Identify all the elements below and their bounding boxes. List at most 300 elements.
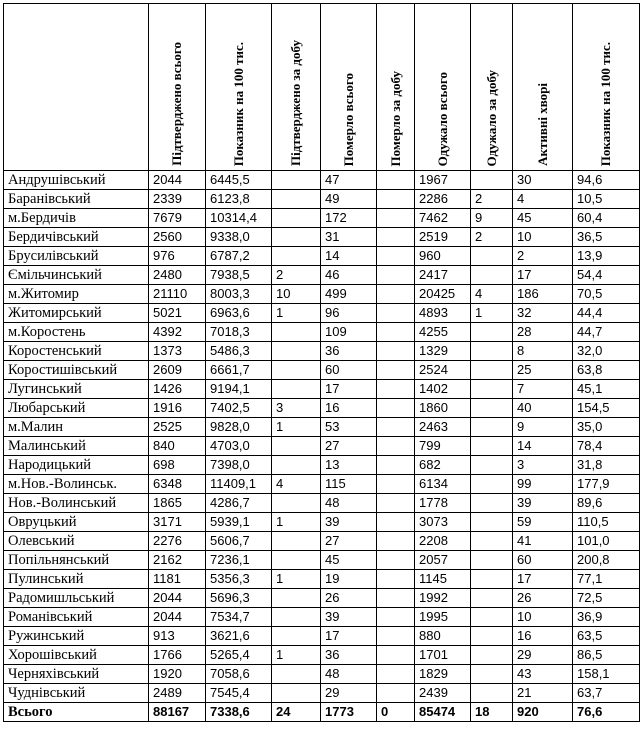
table-cell: 109 [321, 323, 377, 342]
table-cell [471, 570, 513, 589]
district-name: Андрушівський [4, 171, 149, 190]
table-cell: 2439 [415, 684, 471, 703]
table-row [4, 209, 640, 228]
column-header [377, 4, 415, 171]
table-cell: 88167 [149, 703, 206, 722]
table-cell [377, 190, 415, 209]
column-header [149, 4, 206, 171]
table-cell [471, 437, 513, 456]
table-cell: 85474 [415, 703, 471, 722]
table-cell: 30 [513, 171, 573, 190]
table-cell: 5356,3 [206, 570, 272, 589]
table-row [4, 532, 640, 551]
table-cell: 7402,5 [206, 399, 272, 418]
table-cell: 1701 [415, 646, 471, 665]
table-cell: 2525 [149, 418, 206, 437]
table-cell [377, 589, 415, 608]
table-cell: 76,6 [573, 703, 640, 722]
table-cell: 45 [513, 209, 573, 228]
table-cell [272, 380, 321, 399]
table-cell: 7058,6 [206, 665, 272, 684]
table-cell: 6123,8 [206, 190, 272, 209]
table-cell: 10 [513, 228, 573, 247]
table-cell [377, 551, 415, 570]
table-cell: 26 [321, 589, 377, 608]
table-cell: 5939,1 [206, 513, 272, 532]
table-cell [377, 532, 415, 551]
header-row [4, 4, 640, 171]
table-cell [377, 684, 415, 703]
table-cell: 43 [513, 665, 573, 684]
table-cell [377, 437, 415, 456]
table-cell: 45 [321, 551, 377, 570]
table-row [4, 323, 640, 342]
table-cell: 6348 [149, 475, 206, 494]
table-cell: 101,0 [573, 532, 640, 551]
district-name: Чуднівський [4, 684, 149, 703]
table-cell: 4893 [415, 304, 471, 323]
table-row [4, 171, 640, 190]
table-cell [471, 551, 513, 570]
table-cell: 8 [513, 342, 573, 361]
table-cell: 1 [272, 646, 321, 665]
table-row [4, 380, 640, 399]
district-name: м.Коростень [4, 323, 149, 342]
table-cell: 2276 [149, 532, 206, 551]
table-cell: 10 [513, 608, 573, 627]
table-cell [471, 342, 513, 361]
district-name: Лугинський [4, 380, 149, 399]
district-name: Романівський [4, 608, 149, 627]
column-header-label: Одужало за добу [483, 69, 499, 166]
table-cell: 7236,1 [206, 551, 272, 570]
table-cell: 880 [415, 627, 471, 646]
table-cell: 1773 [321, 703, 377, 722]
table-cell [377, 171, 415, 190]
table-cell [471, 456, 513, 475]
table-cell: 7545,4 [206, 684, 272, 703]
table-cell: 99 [513, 475, 573, 494]
table-cell [377, 323, 415, 342]
table-cell: 47 [321, 171, 377, 190]
table-cell: 2286 [415, 190, 471, 209]
table-cell: 6134 [415, 475, 471, 494]
table-cell: 2339 [149, 190, 206, 209]
table-cell: 32,0 [573, 342, 640, 361]
table-cell: 2044 [149, 589, 206, 608]
table-cell: 7398,0 [206, 456, 272, 475]
table-cell: 5606,7 [206, 532, 272, 551]
table-cell [471, 323, 513, 342]
table-cell: 1 [272, 513, 321, 532]
table-cell: 40 [513, 399, 573, 418]
table-cell: 4286,7 [206, 494, 272, 513]
table-cell: 1 [471, 304, 513, 323]
table-row [4, 399, 640, 418]
table-cell [471, 380, 513, 399]
column-header [321, 4, 377, 171]
table-cell: 698 [149, 456, 206, 475]
district-name: Всього [4, 703, 149, 722]
table-cell [471, 608, 513, 627]
district-name: м.Бердичів [4, 209, 149, 228]
table-cell: 1 [272, 418, 321, 437]
table-cell: 5265,4 [206, 646, 272, 665]
table-cell: 96 [321, 304, 377, 323]
table-cell: 7679 [149, 209, 206, 228]
table-cell [272, 209, 321, 228]
table-cell: 9 [513, 418, 573, 437]
table-cell: 45,1 [573, 380, 640, 399]
table-cell: 35,0 [573, 418, 640, 437]
district-name: м.Нов.-Волинськ. [4, 475, 149, 494]
table-cell: 913 [149, 627, 206, 646]
table-cell: 86,5 [573, 646, 640, 665]
column-header-label: Показник на 100 тис. [230, 41, 246, 166]
column-header [573, 4, 640, 171]
table-cell: 78,4 [573, 437, 640, 456]
table-row [4, 418, 640, 437]
table-cell [272, 342, 321, 361]
table-cell: 2208 [415, 532, 471, 551]
table-cell: 36 [321, 646, 377, 665]
table-cell: 59 [513, 513, 573, 532]
table-row [4, 494, 640, 513]
table-cell: 2480 [149, 266, 206, 285]
table-cell: 110,5 [573, 513, 640, 532]
table-cell [272, 608, 321, 627]
table-cell [471, 627, 513, 646]
table-cell: 46 [321, 266, 377, 285]
table-cell: 14 [513, 437, 573, 456]
table-cell: 4255 [415, 323, 471, 342]
table-cell: 5696,3 [206, 589, 272, 608]
table-cell: 1766 [149, 646, 206, 665]
table-cell: 7338,6 [206, 703, 272, 722]
table-cell: 1829 [415, 665, 471, 684]
district-name: м.Малин [4, 418, 149, 437]
table-cell [377, 475, 415, 494]
table-cell: 1426 [149, 380, 206, 399]
table-row [4, 513, 640, 532]
table-cell: 1 [272, 304, 321, 323]
district-name: Овруцький [4, 513, 149, 532]
table-cell: 48 [321, 665, 377, 684]
table-cell: 9 [471, 209, 513, 228]
table-cell [272, 627, 321, 646]
table-row [4, 665, 640, 684]
table-cell: 1916 [149, 399, 206, 418]
table-row [4, 456, 640, 475]
column-header-label: Одужало всього [434, 71, 450, 166]
table-cell [471, 266, 513, 285]
table-cell [272, 190, 321, 209]
table-cell: 48 [321, 494, 377, 513]
district-name: Хорошівський [4, 646, 149, 665]
table-cell [377, 209, 415, 228]
table-cell: 36,9 [573, 608, 640, 627]
column-header-label: Померло всього [340, 72, 356, 166]
table-cell: 7 [513, 380, 573, 399]
table-cell [272, 361, 321, 380]
table-cell [377, 285, 415, 304]
table-cell: 60 [513, 551, 573, 570]
column-header-label: Активні хворі [534, 83, 550, 166]
table-cell: 682 [415, 456, 471, 475]
table-cell: 4703,0 [206, 437, 272, 456]
table-cell: 976 [149, 247, 206, 266]
table-row [4, 608, 640, 627]
table-cell: 1778 [415, 494, 471, 513]
column-header [513, 4, 573, 171]
table-cell: 200,8 [573, 551, 640, 570]
table-cell: 4 [471, 285, 513, 304]
table-cell: 29 [513, 646, 573, 665]
table-cell: 41 [513, 532, 573, 551]
table-cell: 2519 [415, 228, 471, 247]
table-cell: 1992 [415, 589, 471, 608]
table-cell: 44,7 [573, 323, 640, 342]
district-name: Ружинський [4, 627, 149, 646]
table-cell [377, 361, 415, 380]
total-row [4, 703, 640, 722]
table-cell: 2 [471, 190, 513, 209]
table-cell: 5021 [149, 304, 206, 323]
table-cell [377, 342, 415, 361]
table-cell: 20425 [415, 285, 471, 304]
district-name: Народицький [4, 456, 149, 475]
table-cell [377, 513, 415, 532]
table-cell: 19 [321, 570, 377, 589]
table-cell: 4 [272, 475, 321, 494]
table-cell: 28 [513, 323, 573, 342]
table-cell: 2524 [415, 361, 471, 380]
table-row [4, 646, 640, 665]
table-row [4, 304, 640, 323]
table-row [4, 627, 640, 646]
table-cell: 1329 [415, 342, 471, 361]
table-cell: 63,5 [573, 627, 640, 646]
district-name: Брусилівський [4, 247, 149, 266]
table-cell: 89,6 [573, 494, 640, 513]
table-cell: 4392 [149, 323, 206, 342]
table-cell: 1860 [415, 399, 471, 418]
table-cell [471, 532, 513, 551]
table-cell: 2417 [415, 266, 471, 285]
table-cell: 2057 [415, 551, 471, 570]
table-cell: 3 [272, 399, 321, 418]
table-cell: 8003,3 [206, 285, 272, 304]
table-cell [377, 399, 415, 418]
table-row [4, 285, 640, 304]
table-cell: 7018,3 [206, 323, 272, 342]
district-name: Попільнянський [4, 551, 149, 570]
table-cell [377, 665, 415, 684]
table-cell: 7938,5 [206, 266, 272, 285]
table-cell [272, 532, 321, 551]
table-row [4, 551, 640, 570]
table-cell: 25 [513, 361, 573, 380]
table-cell: 1181 [149, 570, 206, 589]
table-cell: 94,6 [573, 171, 640, 190]
table-cell: 1402 [415, 380, 471, 399]
table-cell: 2044 [149, 608, 206, 627]
table-cell: 9338,0 [206, 228, 272, 247]
table-cell: 70,5 [573, 285, 640, 304]
district-name: Нов.-Волинський [4, 494, 149, 513]
table-row [4, 228, 640, 247]
table-cell: 10 [272, 285, 321, 304]
table-body [4, 171, 640, 722]
table-cell: 3171 [149, 513, 206, 532]
table-cell: 21 [513, 684, 573, 703]
table-cell: 17 [321, 380, 377, 399]
table-cell: 17 [513, 570, 573, 589]
table-cell [377, 418, 415, 437]
table-cell: 13 [321, 456, 377, 475]
table-cell: 39 [321, 513, 377, 532]
table-cell: 77,1 [573, 570, 640, 589]
table-cell: 60,4 [573, 209, 640, 228]
table-row [4, 361, 640, 380]
table-cell: 53 [321, 418, 377, 437]
table-cell: 1373 [149, 342, 206, 361]
table-cell: 17 [321, 627, 377, 646]
district-name: Олевський [4, 532, 149, 551]
district-name: Коростенський [4, 342, 149, 361]
table-cell: 154,5 [573, 399, 640, 418]
table-cell [377, 494, 415, 513]
table-cell: 10314,4 [206, 209, 272, 228]
table-cell [272, 323, 321, 342]
table-cell: 18 [471, 703, 513, 722]
table-cell: 1865 [149, 494, 206, 513]
district-name: м.Житомир [4, 285, 149, 304]
table-row [4, 684, 640, 703]
table-cell: 2463 [415, 418, 471, 437]
table-cell [272, 247, 321, 266]
district-name: Коростишівський [4, 361, 149, 380]
table-cell: 36,5 [573, 228, 640, 247]
table-cell: 4 [513, 190, 573, 209]
column-header-label: Підтверджено всього [169, 42, 184, 166]
table-cell [377, 266, 415, 285]
table-cell: 39 [513, 494, 573, 513]
column-header [471, 4, 513, 171]
table-cell: 16 [321, 399, 377, 418]
table-cell: 54,4 [573, 266, 640, 285]
district-name: Любарський [4, 399, 149, 418]
table-cell: 3073 [415, 513, 471, 532]
table-cell [272, 665, 321, 684]
table-cell: 39 [321, 608, 377, 627]
table-cell: 6445,5 [206, 171, 272, 190]
district-name: Пулинський [4, 570, 149, 589]
table-cell: 186 [513, 285, 573, 304]
table-cell [471, 646, 513, 665]
table-cell: 2 [513, 247, 573, 266]
table-cell [377, 570, 415, 589]
table-row [4, 266, 640, 285]
table-cell [471, 589, 513, 608]
table-cell [377, 247, 415, 266]
table-cell: 799 [415, 437, 471, 456]
table-cell [471, 399, 513, 418]
table-row [4, 190, 640, 209]
table-cell: 1 [272, 570, 321, 589]
table-cell: 3 [513, 456, 573, 475]
table-cell: 2489 [149, 684, 206, 703]
table-cell [272, 456, 321, 475]
table-cell: 13,9 [573, 247, 640, 266]
table-cell: 1995 [415, 608, 471, 627]
table-cell [377, 646, 415, 665]
covid-stats-table [3, 3, 640, 722]
table-cell: 63,7 [573, 684, 640, 703]
table-cell: 2 [272, 266, 321, 285]
district-name: Черняхівський [4, 665, 149, 684]
district-name: Бердичівський [4, 228, 149, 247]
table-cell [377, 456, 415, 475]
table-cell: 2560 [149, 228, 206, 247]
table-cell: 36 [321, 342, 377, 361]
table-cell: 499 [321, 285, 377, 304]
table-cell [377, 608, 415, 627]
table-cell [272, 494, 321, 513]
table-cell: 3621,6 [206, 627, 272, 646]
table-cell: 9194,1 [206, 380, 272, 399]
table-cell [471, 171, 513, 190]
table-cell [471, 361, 513, 380]
table-cell: 2609 [149, 361, 206, 380]
table-cell: 26 [513, 589, 573, 608]
table-cell: 6787,2 [206, 247, 272, 266]
table-cell: 2 [471, 228, 513, 247]
district-name: Баранівський [4, 190, 149, 209]
table-row [4, 589, 640, 608]
table-cell: 9828,0 [206, 418, 272, 437]
table-cell [272, 551, 321, 570]
district-name: Малинський [4, 437, 149, 456]
table-cell: 6661,7 [206, 361, 272, 380]
table-cell: 6963,6 [206, 304, 272, 323]
column-header [272, 4, 321, 171]
table-cell: 72,5 [573, 589, 640, 608]
table-cell: 1920 [149, 665, 206, 684]
column-header-label: Підтверджено за добу [288, 40, 303, 166]
table-cell [272, 171, 321, 190]
column-header [206, 4, 272, 171]
table-cell [377, 627, 415, 646]
table-row [4, 342, 640, 361]
table-cell: 11409,1 [206, 475, 272, 494]
header-district [4, 4, 149, 171]
table-cell [272, 589, 321, 608]
table-cell: 44,4 [573, 304, 640, 323]
table-cell: 840 [149, 437, 206, 456]
table-row [4, 437, 640, 456]
table-cell: 60 [321, 361, 377, 380]
table-cell: 31,8 [573, 456, 640, 475]
table-cell: 1967 [415, 171, 471, 190]
table-cell: 177,9 [573, 475, 640, 494]
table-cell: 7534,7 [206, 608, 272, 627]
table-row [4, 475, 640, 494]
district-name: Ємільчинський [4, 266, 149, 285]
table-cell [272, 228, 321, 247]
table-cell: 5486,3 [206, 342, 272, 361]
table-cell [471, 684, 513, 703]
